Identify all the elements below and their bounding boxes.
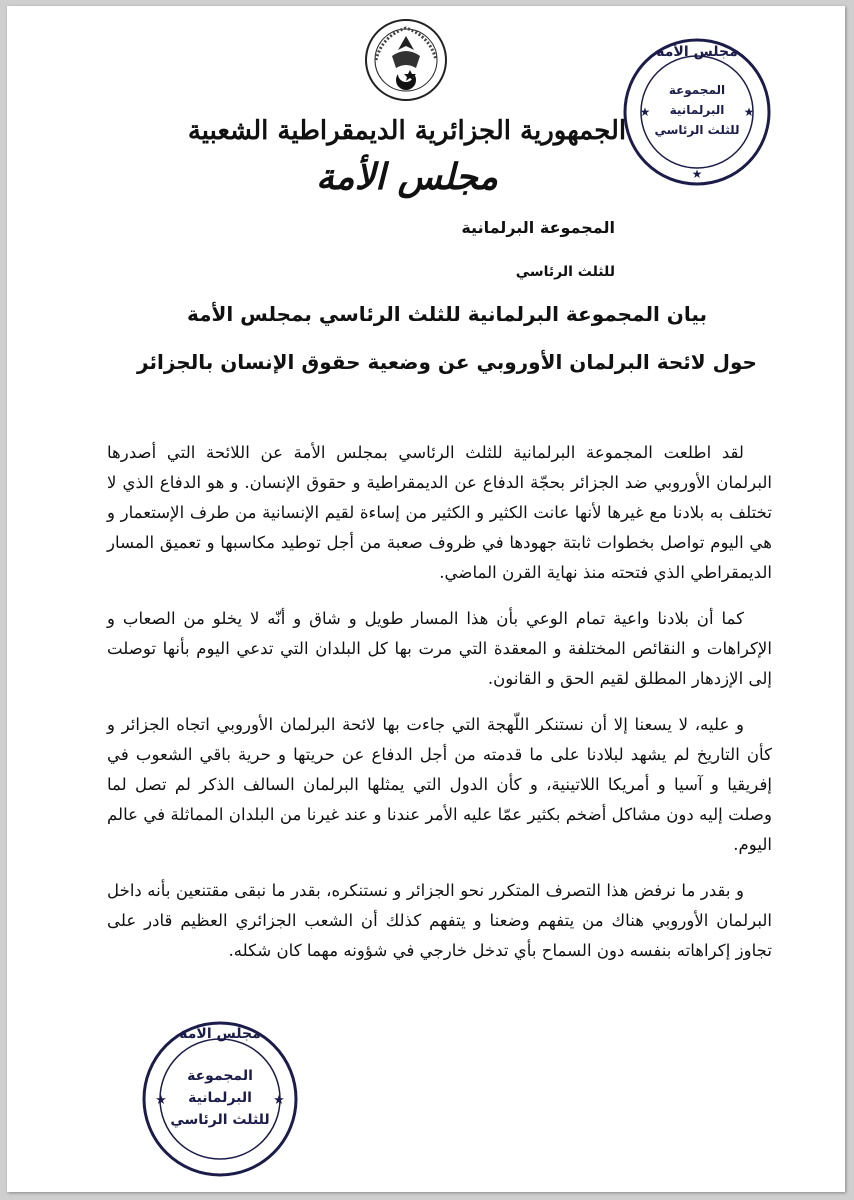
header-republic-name: الجمهورية الجزائرية الديمقراطية الشعبية (187, 116, 627, 146)
group-name: المجموعة البرلمانية (461, 218, 615, 237)
emblem-seal-icon (362, 16, 450, 104)
svg-text:★: ★ (155, 1093, 167, 1108)
stamp-bottom-left (135, 1014, 305, 1184)
svg-text:للثلث الرئاسي: للثلث الرئاسي (654, 123, 740, 137)
svg-text:للثلث الرئاسي: للثلث الرئاسي (170, 1112, 270, 1128)
paragraph-4: و بقدر ما نرفض هذا التصرف المتكرر نحو الجزائر و نستنكره، بقدر ما نبقى مقتنعين بأنه داخل البرلمان الأوروبي هناك من يتفهم وضعنا و يتفهم كذلك أن الشعب الجزائري العظيم قادر على تجاوز إكراهاته بنفسه دون السماح بأي تدخل خارجي في شؤونه مهما كان شكله. (107, 881, 772, 960)
document-page (7, 6, 845, 1192)
header-council-name: مجلس الأمة (316, 156, 498, 198)
svg-text:المجموعة: المجموعة (668, 83, 726, 97)
svg-text:المجموعة: المجموعة (187, 1068, 253, 1084)
official-stamp-icon (617, 32, 777, 192)
national-emblem (362, 16, 450, 104)
svg-text:البرلمانية: البرلمانية (188, 1090, 252, 1106)
svg-text:مجلس الأمة: مجلس الأمة (179, 1026, 261, 1042)
paragraph-3: و عليه، لا يسعنا إلا أن نستنكر اللّهجة التي جاءت بها لائحة البرلمان الأوروبي اتجاه الجزائر و كأن التاريخ لم يشهد لبلادنا على ما قدمته من أجل الدفاع عن حريتها و حرية باقي الشعوب في إفريقيا و آسيا و أمريكا اللاتينية، و كأن الدول التي يمثلها البرلمان السالف الذكر لم تصل لما وصلت إليه دون مشاكل أضخم بكثير عمّا عليه الأمر عندنا و عند غيرنا من البلدان المماثلة في عالم اليوم. (107, 715, 772, 854)
svg-text:★: ★ (691, 167, 703, 181)
svg-text:مجلس الأمة: مجلس الأمة (656, 44, 738, 60)
statement-body (107, 438, 772, 982)
group-subtitle: للثلث الرئاسي (515, 264, 615, 280)
paragraph-1: لقد اطلعت المجموعة البرلمانية للثلث الرئاسي بمجلس الأمة عن اللائحة التي أصدرها البرلمان الأوروبي ضد الجزائر بحجّة الدفاع عن الديمقراطية و حقوق الإنسان. و هو الدفاع الذي لا تختلف به بلادنا مع غيرها لأنها عانت الكثير و الكثير من إساءة لقيم الإنسانية من طرف الإستعمار و هي اليوم تواصل بخطوات ثابتة جهودها في ظروف صعبة من أجل توطيد مكاسبها و تعميق المسار الديمقراطي الذي فتحته منذ نهاية القرن الماضي. (107, 443, 772, 582)
statement-title-line2: حول لائحة البرلمان الأوروبي عن وضعية حقوق الإنسان بالجزائر (137, 350, 757, 374)
stamp-top-right (617, 32, 777, 192)
svg-text:★: ★ (743, 105, 755, 119)
svg-text:البرلمانية: البرلمانية (669, 103, 725, 117)
svg-text:★: ★ (273, 1093, 285, 1108)
paragraph-2: كما أن بلادنا واعية تمام الوعي بأن هذا المسار طويل و شاق و أنّه لا يخلو من الصعاب و الإكراهات و النقائص المختلفة و المعقدة التي مرت بها كل البلدان التي تدعي اليوم بأنها توصلت إلى الإزدهار المطلق لقيم الحق و القانون. (107, 609, 772, 688)
svg-text:★: ★ (639, 105, 651, 119)
statement-title-line1: بيان المجموعة البرلمانية للثلث الرئاسي بمجلس الأمة (186, 302, 708, 326)
official-stamp-icon (135, 1014, 305, 1184)
